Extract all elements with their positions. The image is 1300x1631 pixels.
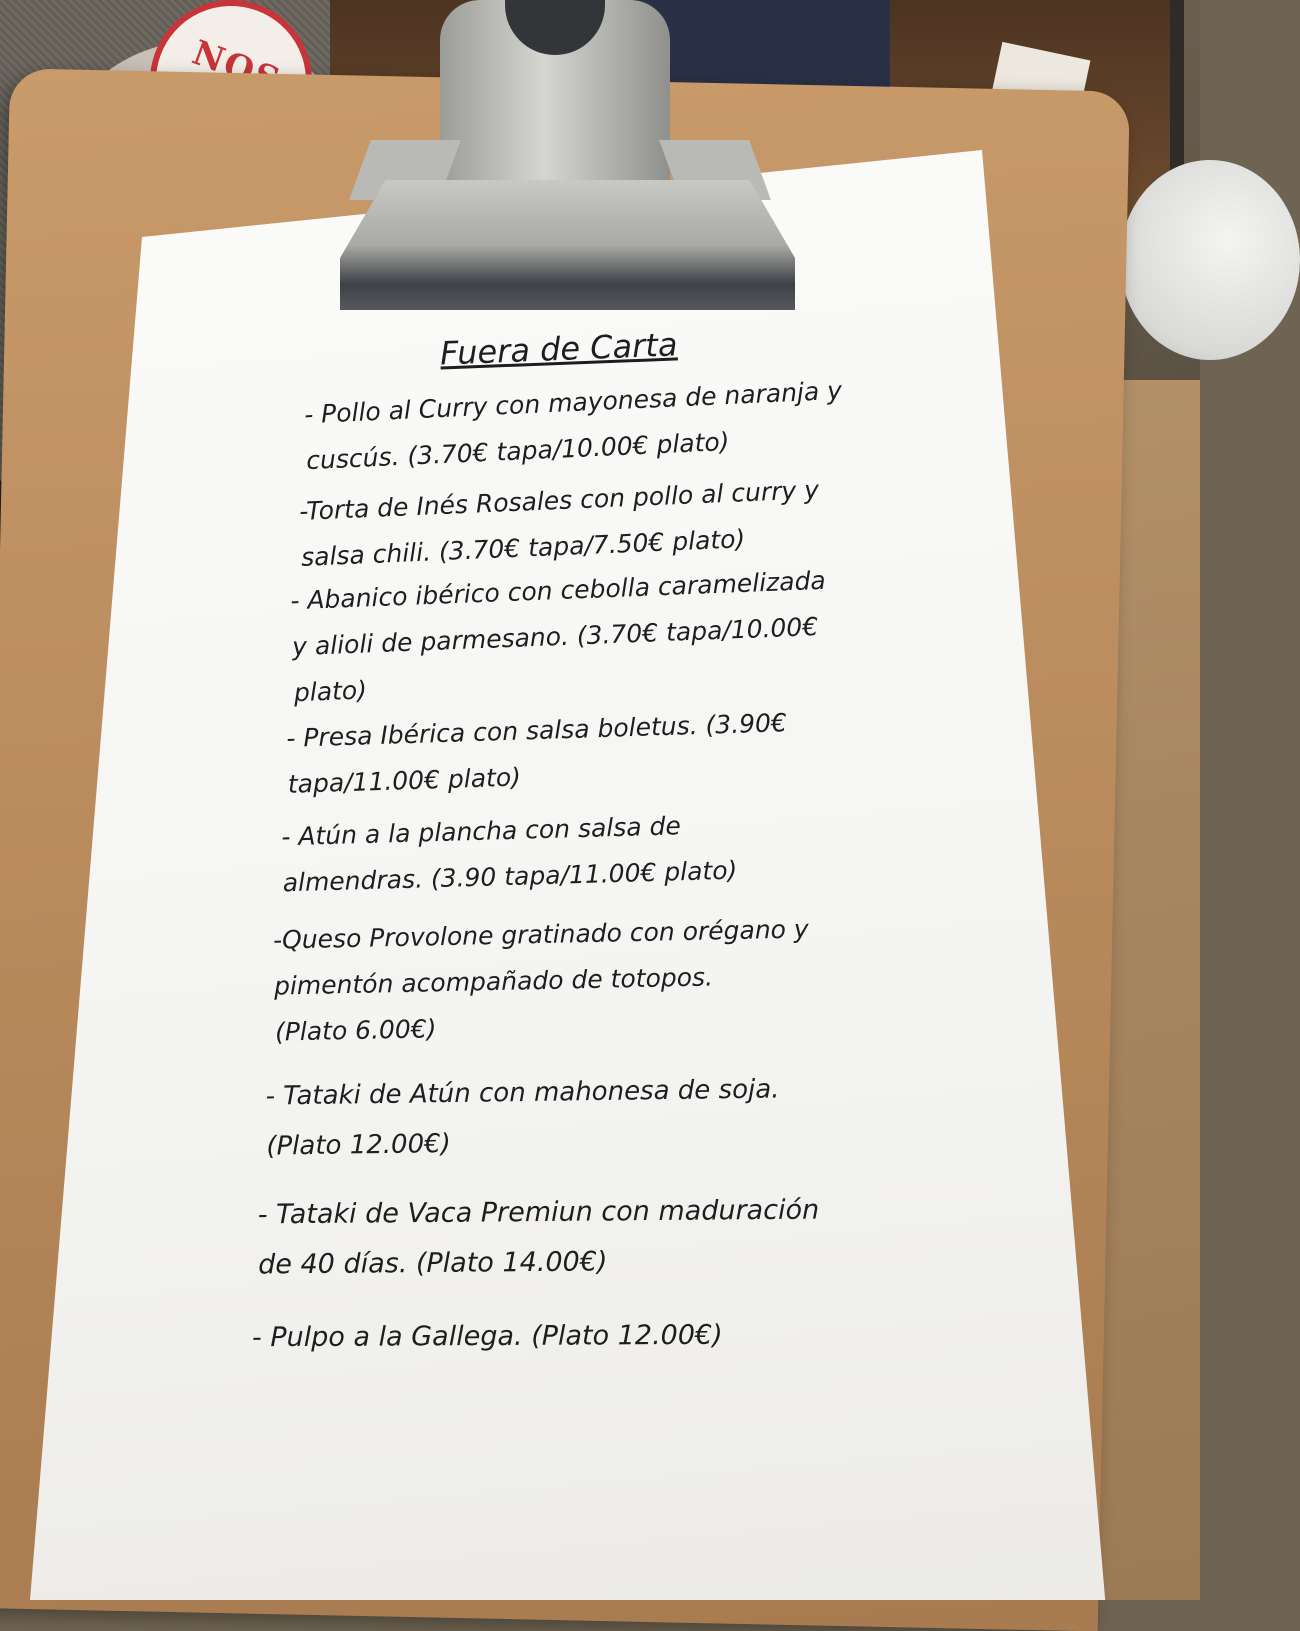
menu-item-line: salsa chili. (3.70€ tapa/7.50€ plato) [300,524,746,572]
menu-item-line: cuscús. (3.70€ tapa/10.00€ plato) [305,426,731,476]
menu-item-line: - Pollo al Curry con mayonesa de naranja y [303,375,843,430]
menu-item-line: - Tataki de Vaca Premiun con maduración [257,1194,820,1231]
menu-item-line: - Tataki de Atún con mahonesa de soja. [265,1074,780,1112]
menu-item-line: - Abanico ibérico con cebolla caramelizada [289,565,827,616]
menu-item-line: (Plato 12.00€) [266,1129,452,1162]
menu-item [258,1186,820,1291]
menu-item-line: (Plato 6.00€) [274,1014,437,1047]
menu-item-line: -Torta de Inés Rosales con pollo al curry y [298,475,820,526]
menu-item-line: - Pulpo a la Gallega. (Plato 12.00€) [251,1319,723,1354]
menu-item-line: - Presa Ibérica con salsa boletus. (3.90€ [285,708,788,753]
menu-title: Fuera de Carta [439,325,679,373]
menu-item-line: -Queso Provolone gratinado con orégano y [272,914,809,955]
menu-item [303,368,845,484]
menu-item [273,906,811,1055]
menu-item [290,558,831,716]
menu-item-line: tapa/11.00€ plato) [287,762,522,799]
menu-item [286,700,789,808]
menu-item [252,1311,723,1363]
menu-item-line: y alioli de parmesano. (3.70€ tapa/10.00€ [291,612,819,662]
menu-item-line: almendras. (3.90 tapa/11.00€ plato) [282,855,738,898]
menu-item-line: de 40 días. (Plato 14.00€) [258,1246,608,1281]
menu-item-line: pimentón acompañado de totopos. [273,962,714,1001]
menu-item-line: - Atún a la plancha con salsa de [281,811,682,852]
menu-item [265,1064,780,1171]
menu-item [281,802,738,907]
menu-item-line: plato) [293,675,368,708]
